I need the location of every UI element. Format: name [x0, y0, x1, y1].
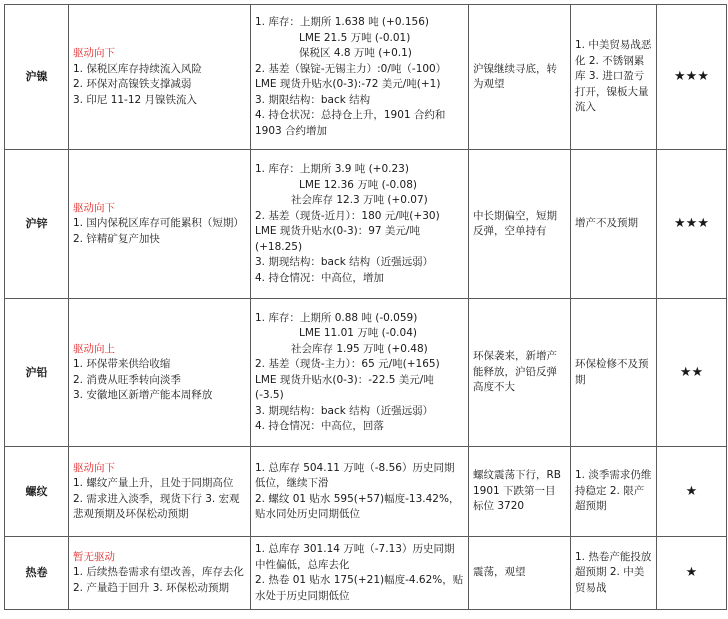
driver-title: 驱动向下 [73, 461, 115, 474]
fundamentals-cell [251, 299, 469, 447]
fundamentals-cell [251, 5, 469, 150]
rating-stars: ★ [657, 447, 727, 537]
driver-cell [69, 150, 251, 299]
fundamental-line: 1. 总库存 504.11 万吨（-8.56）历史同期低位，继续下滑 [255, 461, 455, 489]
risk-cell: 1. 淡季需求仍维持稳定 2. 限产超预期 [571, 447, 657, 537]
fundamental-line: 1. 总库存 301.14 万吨（-7.13）历史同期中性偏低，总库去化 [255, 543, 455, 571]
risk-cell: 1. 热卷产能投放超预期 2. 中美贸易战 [571, 537, 657, 610]
driver-cell [69, 537, 251, 610]
fundamental-line: 社会库存 1.95 万吨 (+0.48) [291, 342, 428, 355]
fundamental-line: LME 12.36 万吨 (-0.08) [299, 178, 417, 191]
fundamental-line: LME 现货升贴水(0-3)：-22.5 美元/吨 [255, 373, 434, 386]
driver-title: 驱动向下 [73, 47, 115, 59]
driver-item: 1. 螺纹产量上升，且处于同期高位 2. 需求进入淡季，现货下行 3. 宏观悲观预期及环保松动预期 [73, 477, 240, 520]
fundamentals-cell [251, 537, 469, 610]
view-cell: 中长期偏空，短期反弹，空单持有 [469, 150, 571, 299]
fundamentals-cell [251, 150, 469, 299]
fundamental-line: 2. 基差（现货-主力）：65 元/吨(+165) [255, 358, 440, 370]
table-row [5, 299, 727, 447]
fundamental-line: 社会库存 12.3 万吨 (+0.07) [291, 194, 428, 206]
driver-item: 2. 消费从旺季转向淡季 [73, 373, 181, 386]
fundamental-line: LME 21.5 万吨 (-0.01) [299, 31, 411, 44]
risk-cell: 环保检修不及预期 [571, 299, 657, 447]
fundamental-line: LME 11.01 万吨 (-0.04) [299, 327, 417, 339]
driver-item: 1. 国内保税区库存可能累积（短期） [73, 217, 244, 230]
fundamental-line: 3. 期现结构：back 结构（近强远弱） [255, 256, 434, 268]
commodity-name: 沪锌 [5, 150, 69, 299]
fundamental-line: 1903 合约增加 [255, 124, 328, 137]
fundamental-line: 4. 持仓情况：中高位，回落 [255, 420, 384, 432]
driver-title: 驱动向上 [73, 342, 115, 355]
driver-item: 2. 锌精矿复产加快 [73, 232, 160, 245]
fundamental-line: 2. 热卷 01 贴水 175(+21)幅度-4.62%，贴水处于历史同期低位 [255, 574, 464, 602]
driver-item: 3. 印尼 11-12 月镍铁流入 [73, 93, 198, 106]
table-row [5, 150, 727, 299]
fundamental-line: 4. 持仓情况：中高位，增加 [255, 271, 384, 284]
table-row [5, 537, 727, 610]
commodity-name: 热卷 [5, 537, 69, 610]
fundamental-line: LME 现货升贴水(0-3)：97 美元/吨 [255, 225, 420, 237]
view-cell: 震荡，观望 [469, 537, 571, 610]
rating-stars: ★ [657, 537, 727, 610]
fundamental-line: LME 现货升贴水(0-3):-72 美元/吨(+1) [255, 78, 441, 90]
driver-item: 1. 环保带来供给收缩 [73, 358, 171, 370]
driver-title: 暂无驱动 [73, 550, 115, 563]
fundamental-line: 1. 库存：上期所 0.88 吨 (-0.059) [255, 311, 418, 324]
fundamental-line: 1. 库存：上期所 1.638 吨 (+0.156) [255, 16, 429, 28]
commodity-name: 沪铅 [5, 299, 69, 447]
commodity-name: 螺纹 [5, 447, 69, 537]
fundamental-line: (+18.25) [255, 240, 303, 253]
fundamental-line: 2. 螺纹 01 贴水 595(+57)幅度-13.42%，贴水同处历史同期低位 [255, 492, 460, 520]
rating-stars: ★★ [657, 299, 727, 447]
fundamental-line: 4. 持仓状况：总持仓上升，1901 合约和 [255, 109, 446, 121]
driver-cell [69, 447, 251, 537]
commodity-name: 沪镍 [5, 5, 69, 150]
view-cell: 沪镍继续寻底，转为观望 [469, 5, 571, 150]
view-cell: 环保袭来，新增产能释放，沪铅反弹高度不大 [469, 299, 571, 447]
fundamental-line: 3. 期限结构：back 结构 [255, 93, 371, 106]
rating-stars: ★★★ [657, 150, 727, 299]
fundamental-line: 2. 基差（镍锭-无锡主力）:0/吨（-100） [255, 62, 447, 75]
driver-item: 3. 安徽地区新增产能本周释放 [73, 389, 213, 401]
driver-item: 1. 保税区库存持续流入风险 [73, 62, 202, 75]
commodity-table [4, 4, 727, 610]
driver-cell [69, 299, 251, 447]
driver-item: 2. 环保对高镍铁支撑减弱 [73, 78, 192, 90]
table-row [5, 5, 727, 150]
risk-cell: 1. 中美贸易战恶化 2. 不锈钢累库 3. 进口盈亏打开，镍板大量流入 [571, 5, 657, 150]
fundamental-line: 3. 期现结构：back 结构（近强远弱） [255, 404, 434, 417]
risk-cell: 增产不及预期 [571, 150, 657, 299]
fundamentals-cell [251, 447, 469, 537]
driver-title: 驱动向下 [73, 201, 115, 214]
fundamental-line: (-3.5) [255, 389, 284, 401]
fundamental-line: 2. 基差（现货-近月）：180 元/吨(+30) [255, 209, 440, 222]
driver-item: 1. 后续热卷需求有望改善，库存去化 2. 产量趋于回升 3. 环保松动预期 [73, 566, 244, 594]
table-row [5, 447, 727, 537]
fundamental-line: 保税区 4.8 万吨 (+0.1) [299, 47, 412, 59]
driver-cell [69, 5, 251, 150]
fundamental-line: 1. 库存：上期所 3.9 吨 (+0.23) [255, 163, 409, 175]
rating-stars: ★★★ [657, 5, 727, 150]
view-cell: 螺纹震荡下行，RB1901 下跌第一目标位 3720 [469, 447, 571, 537]
